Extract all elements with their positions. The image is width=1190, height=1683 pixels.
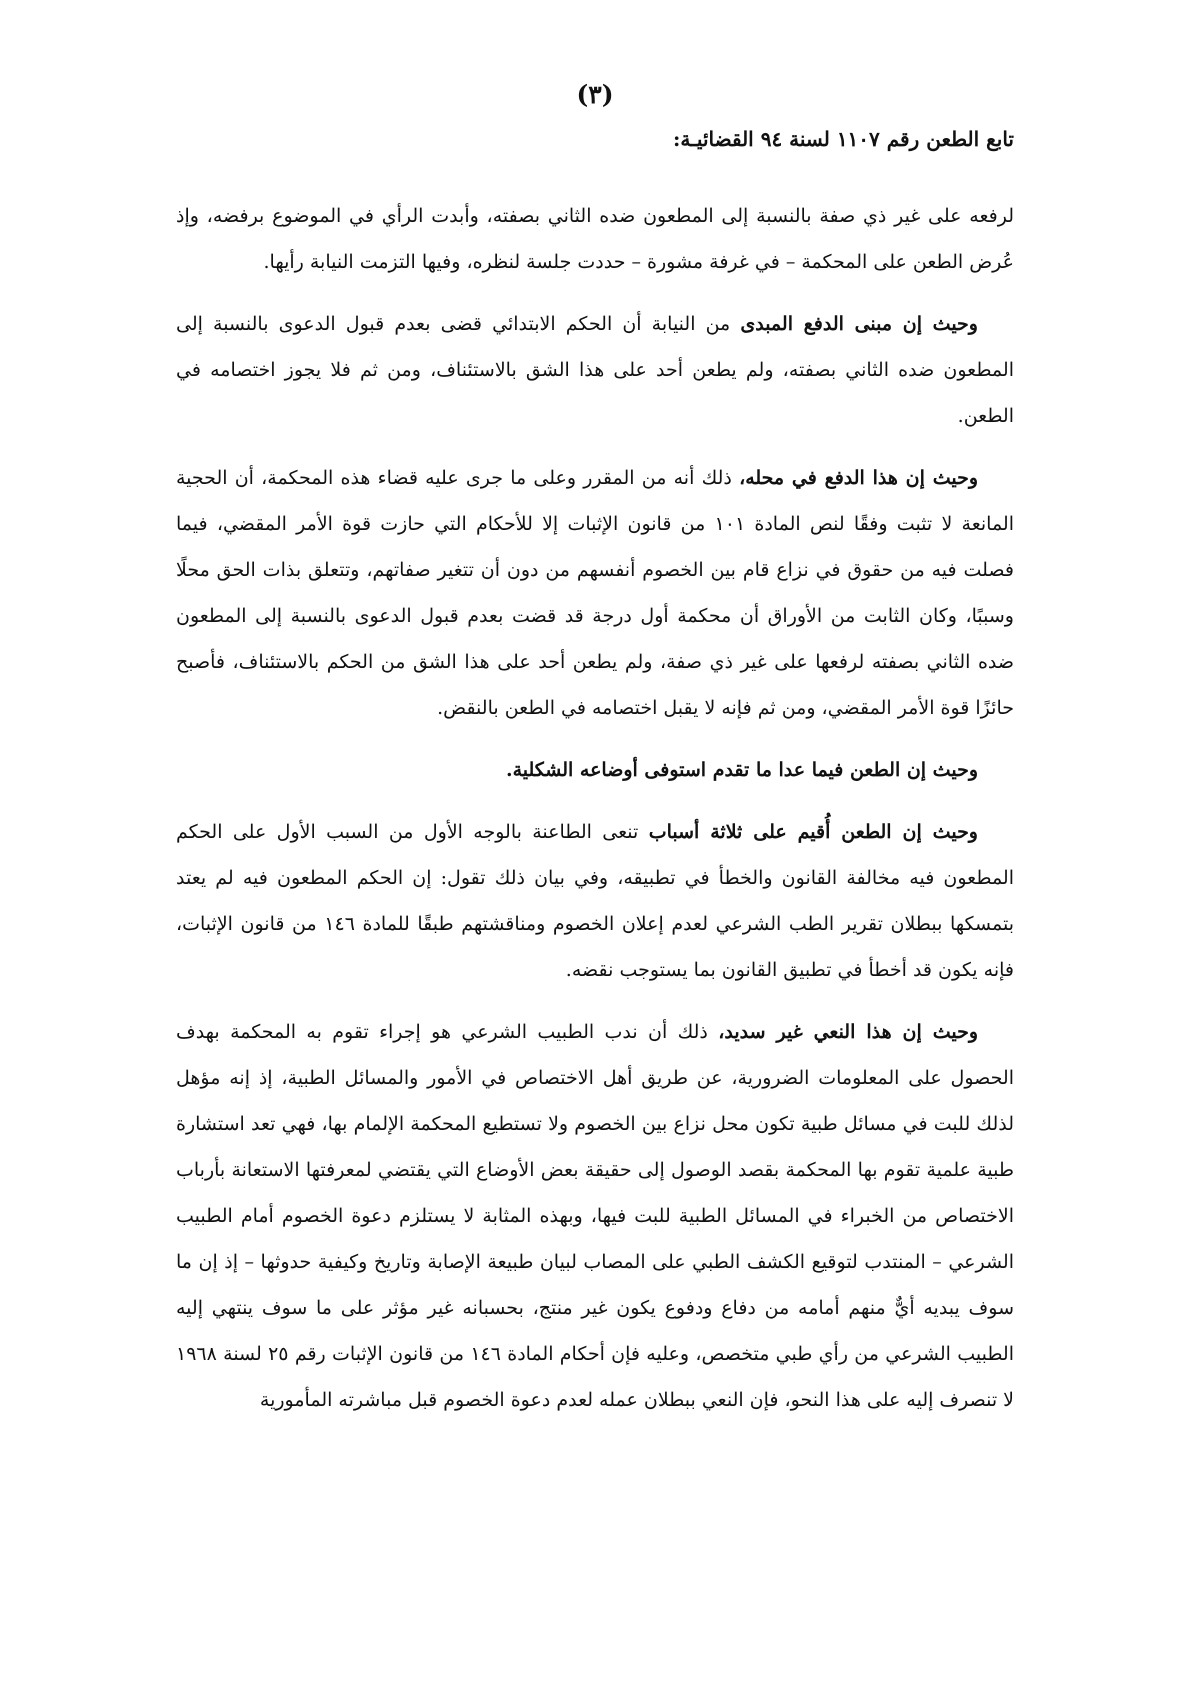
paragraph-5	[176, 809, 1014, 993]
paragraph-text: من النيابة أن الحكم الابتدائي قضى بعدم قبول الدعوى بالنسبة إلى المطعون ضده الثاني بصفته، ولم يطعن أحد على هذا الشق بالاستئناف، ومن ثم فلا يجوز اختصامه في الطعن.	[176, 313, 1014, 427]
paragraph-lead: وحيث إن الطعن فيما عدا ما تقدم استوفى أوضاعه الشكلية.	[505, 759, 978, 781]
paragraph-lead: وحيث إن الطعن أُقيم على ثلاثة أسباب	[648, 821, 978, 843]
paragraph-lead: وحيث إن هذا الدفع في محله،	[739, 467, 979, 489]
case-heading: تابع الطعن رقم ١١٠٧ لسنة ٩٤ القضائيـة:	[672, 127, 1014, 151]
paragraph-text: تنعى الطاعنة بالوجه الأول من السبب الأول على الحكم المطعون فيه مخالفة القانون والخطأ في تطبيقه، وفي بيان ذلك تقول: إن الحكم المطعون فيه لم يعتد بتمسكها ببطلان تقرير الطب الشرعي لعدم إعلان الخصوم ومناقشتهم طبقًا للمادة ١٤٦ من قانون الإثبات، فإنه يكون قد أخطأ في تطبيق القانون بما يستوجب نقضه.	[176, 821, 1014, 981]
paragraph-text: ذلك أن ندب الطبيب الشرعي هو إجراء تقوم به المحكمة بهدف الحصول على المعلومات الضرورية، عن طريق أهل الاختصاص في الأمور والمسائل الطبية، إذ إنه مؤهل لذلك للبت في مسائل طبية تكون محل نزاع بين الخصوم ولا تستطيع المحكمة الإلمام بها، فهي تعد استشارة طبية علمية تقوم بها المحكمة بقصد الوصول إلى حقيقة بعض الأوضاع التي يقتضي لمعرفتها الاستعانة بأرباب الاختصاص من الخبراء في المسائل الطبية للبت فيها، وبهذه المثابة لا يستلزم دعوة الخصوم أمام الطبيب الشرعي – المنتدب لتوقيع الكشف الطبي على المصاب لبيان طبيعة الإصابة وتاريخ وكيفية حدوثها – إذ إن ما سوف يبديه أيٌّ منهم أمامه من دفاع ودفوع يكون غير منتج، بحسبانه غير مؤثر على ما سوف ينتهي إليه الطبيب الشرعي من رأي طبي متخصص، وعليه فإن أحكام المادة ١٤٦ من قانون الإثبات رقم ٢٥ لسنة ١٩٦٨ لا تنصرف إليه على هذا النحو، فإن النعي ببطلان عمله لعدم دعوة الخصوم قبل مباشرته المأمورية	[176, 1021, 1014, 1411]
paragraph-lead: وحيث إن هذا النعي غير سديد،	[718, 1021, 978, 1043]
paragraph-1	[176, 193, 1014, 285]
paragraph-lead: وحيث إن مبنى الدفع المبدى	[740, 313, 978, 335]
paragraph-3	[176, 455, 1014, 731]
document-body	[176, 193, 1014, 1439]
paragraph-text: ذلك أنه من المقرر وعلى ما جرى عليه قضاء هذه المحكمة، أن الحجية المانعة لا تثبت وفقًا لنص المادة ١٠١ من قانون الإثبات إلا للأحكام التي حازت قوة الأمر المقضي، فيما فصلت فيه من حقوق في نزاع قام بين الخصوم أنفسهم من دون أن تتغير صفاتهم، وتتعلق بذات الحق محلًا وسببًا، وكان الثابت من الأوراق أن محكمة أول درجة قد قضت بعدم قبول الدعوى بالنسبة إلى المطعون ضده الثاني بصفته لرفعها على غير ذي صفة، ولم يطعن أحد على هذا الشق من الحكم بالاستئناف، فأصبح حائزًا قوة الأمر المقضي، ومن ثم فإنه لا يقبل اختصامه في الطعن بالنقض.	[176, 467, 1014, 719]
page-number: (٣)	[576, 80, 614, 109]
paragraph-6	[176, 1009, 1014, 1423]
paragraph-text: لرفعه على غير ذي صفة بالنسبة إلى المطعون ضده الثاني بصفته، وأبدت الرأي في الموضوع برفضه، وإذ عُرض الطعن على المحكمة – في غرفة مشورة – حددت جلسة لنظره، وفيها التزمت النيابة رأيها.	[176, 205, 1014, 273]
paragraph-4	[176, 747, 1014, 793]
paragraph-2	[176, 301, 1014, 439]
